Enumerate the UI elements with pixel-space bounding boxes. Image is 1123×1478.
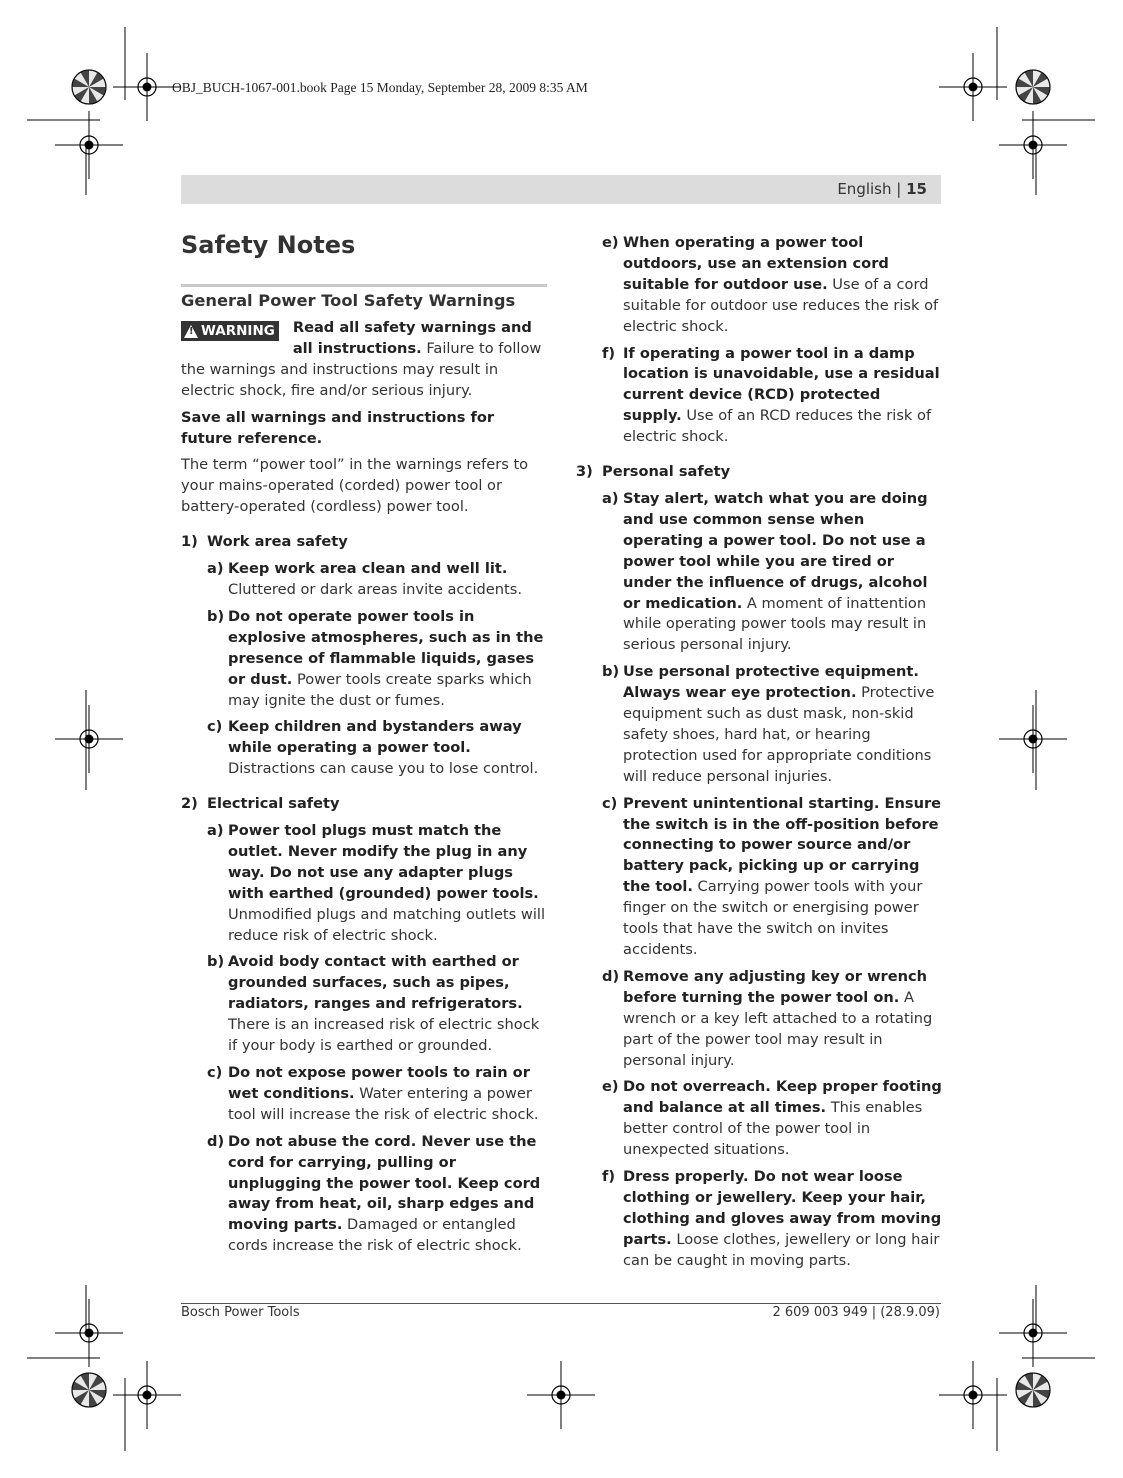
- page-header-bar: [181, 175, 941, 204]
- footer-doc-number: 2 609 003 949 | (28.9.09): [772, 1305, 940, 1320]
- list-item: c) Prevent unintentional starting. Ensure the switch is in the off-position before connecting to power source and/or battery pack, picking up or carrying the tool. Carrying power tools with your finger on the switch or energising power tools that have the switch on invites accidents.: [602, 794, 942, 958]
- list-item: c) Do not expose power tools to rain or wet conditions. Water entering a power tool will increase the risk of electric shock.: [207, 1064, 539, 1123]
- footer-brand: Bosch Power Tools: [181, 1305, 300, 1320]
- electrical-list: [181, 821, 549, 1257]
- warning-badge: [181, 321, 279, 341]
- list-item: f) Dress properly. Do not wear loose clothing or jewellery. Keep your hair, clothing and gloves away from moving parts. Loose clothes, jewellery or long hair can be caught in moving parts.: [602, 1168, 942, 1269]
- title-divider: [181, 284, 547, 287]
- header-language: English: [837, 180, 892, 198]
- list-item: e) Do not overreach. Keep proper footing and balance at all times. This enables better control of the power tool in unexpected situations.: [602, 1078, 942, 1159]
- list-item: f) If operating a power tool in a damp location is unavoidable, use a residual current device (RCD) protected supply. Use of an RCD reduces the risk of electric shock.: [602, 344, 940, 446]
- save-notice: Save all warnings and instructions for future reference.: [181, 408, 495, 447]
- page-number: 15: [906, 180, 927, 198]
- list-item: b) Use personal protective equipment. Always wear eye protection. Protective equipment such as dust mask, non-skid safety shoes, hard hat, or hearing protection used for appropriate conditions will reduce personal injuries.: [602, 663, 935, 785]
- registration-wheel-top-left: [72, 70, 106, 104]
- list-item: b) Do not operate power tools in explosive atmospheres, such as in the presence of flammable liquids, gases or dust. Power tools create sparks which may ignite the dust or fumes.: [207, 607, 544, 709]
- personal-safety-list: [576, 489, 944, 1272]
- warning-paragraph: [181, 318, 549, 402]
- work-area-list: [181, 559, 549, 780]
- left-column: [181, 290, 549, 1263]
- section-heading-work-area: 1) Work area safety: [181, 533, 348, 551]
- section-title: General Power Tool Safety Warnings: [181, 291, 516, 310]
- warning-bold: Read all safety warnings and all instructions.: [292, 319, 532, 357]
- page-header: [837, 180, 927, 198]
- list-item: b) Avoid body contact with earthed or grounded surfaces, such as pipes, radiators, ranges and refrigerators. There is an increased risk of electric shock if your body is earthed or grounded.: [207, 953, 540, 1055]
- list-item: c) Keep children and bystanders away while operating a power tool. Distractions can cause you to lose control.: [207, 718, 539, 778]
- registration-wheel-top-right: [1016, 70, 1050, 104]
- print-slug: OBJ_BUCH-1067-001.book Page 15 Monday, September 28, 2009 8:35 AM: [172, 80, 588, 95]
- registration-wheel-bottom-left: [72, 1373, 106, 1407]
- registration-wheel-bottom-right: [1016, 1373, 1050, 1407]
- page-title: Safety Notes: [181, 231, 356, 259]
- electrical-list-continued: [576, 233, 944, 448]
- term-note: The term “power tool” in the warnings refers to your mains-operated (corded) power tool or battery-operated (cordless) power tool.: [181, 456, 529, 516]
- section-heading-electrical: 2) Electrical safety: [181, 795, 340, 813]
- warning-triangle-icon: !: [184, 325, 198, 338]
- list-item: a) Stay alert, watch what you are doing and use common sense when operating a power tool. Do not use a power tool while you are tired or under the influence of drugs, alcohol or medication. A moment of inattention while operating power tools may result in serious personal injury.: [602, 489, 928, 654]
- list-item: a) Power tool plugs must match the outlet. Never modify the plug in any way. Do not use any adapter plugs with earthed (grounded) power tools. Unmodified plugs and matching outlets will reduce risk of electric shock.: [207, 822, 545, 944]
- list-item: d) Do not abuse the cord. Never use the cord for carrying, pulling or unplugging the power tool. Keep cord away from heat, oil, sharp edges and moving parts. Damaged or entangled cords increase the risk of electric shock.: [207, 1132, 541, 1255]
- warning-text: Failure to follow the warnings and instructions may result in electric shock, fire and/or serious injury.: [181, 339, 542, 399]
- header-separator: |: [896, 180, 902, 198]
- footer-divider: [181, 1303, 941, 1304]
- section-heading-personal: 3) Personal safety: [576, 463, 731, 481]
- list-item: e) When operating a power tool outdoors, use an extension cord suitable for outdoor use. Use of a cord suitable for outdoor use reduces the risk of electric shock.: [602, 234, 939, 335]
- right-column: [576, 233, 944, 1278]
- warning-badge-label: WARNING: [201, 323, 275, 339]
- list-item: d) Remove any adjusting key or wrench before turning the power tool on. A wrench or a key left attached to a rotating part of the power tool may result in personal injury.: [602, 967, 933, 1069]
- list-item: a) Keep work area clean and well lit. Cluttered or dark areas invite accidents.: [207, 560, 522, 598]
